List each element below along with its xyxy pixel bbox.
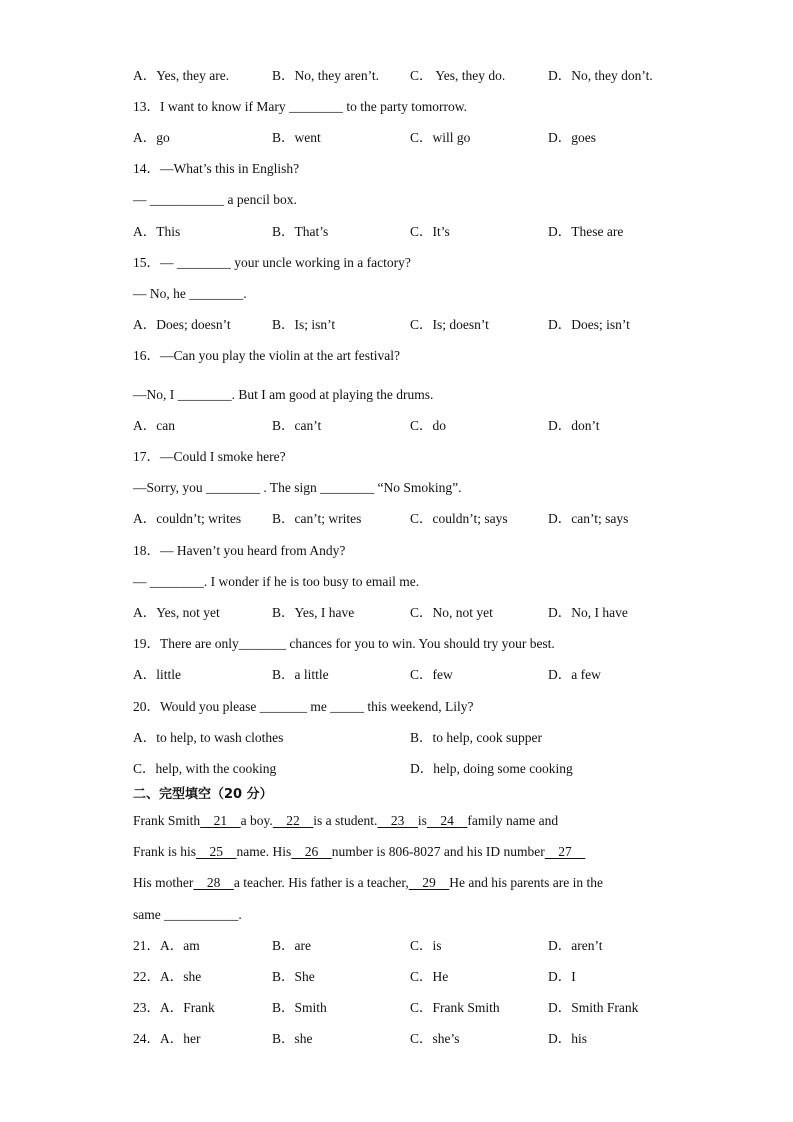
- q22-option-a: 22．A．she: [133, 969, 202, 984]
- blank-21: 21: [200, 813, 241, 828]
- q19-option-d: D．a few: [548, 667, 601, 682]
- cloze-line-2: Frank is his 25 name. His 26 number is 806-8027 and his ID number 27: [133, 844, 586, 859]
- q24-options: [0, 1029, 793, 1049]
- q17-option-c: C．couldn’t; says: [410, 511, 508, 526]
- blank-29: 29: [408, 875, 450, 890]
- q16-options: [0, 416, 793, 436]
- q15-stem: 15．— ________ your uncle working in a factory?: [133, 255, 411, 270]
- q16-option-d: D．don’t: [548, 418, 600, 433]
- q20-options-row2: [0, 759, 793, 779]
- q19-option-b: B．a little: [272, 667, 329, 682]
- q16-option-c: C．do: [410, 418, 447, 433]
- q20-options-row1: [0, 728, 793, 748]
- blank-24: 24: [426, 813, 468, 828]
- blank-25: 25: [196, 844, 237, 859]
- q14-options: [0, 222, 793, 242]
- q20-option-a: A．to help, to wash clothes: [133, 730, 284, 745]
- q23-option-b: B．Smith: [272, 1000, 327, 1015]
- q24-option-a: 24．A．her: [133, 1031, 201, 1046]
- blank-27: 27: [544, 844, 586, 859]
- q18-option-b: B．Yes, I have: [272, 605, 355, 620]
- q18-response: — ________. I wonder if he is too busy to email me.: [133, 574, 420, 589]
- q18-stem: 18．— Haven’t you heard from Andy?: [133, 543, 346, 558]
- q12-option-d: D．No, they don’t.: [548, 68, 653, 83]
- blank-22: 22: [272, 813, 314, 828]
- q16-option-b: B．can’t: [272, 418, 322, 433]
- q13-stem: 13．I want to know if Mary ________ to the party tomorrow.: [133, 99, 467, 114]
- q17-stem: 17．—Could I smoke here?: [133, 449, 286, 464]
- q12-options: [0, 66, 793, 86]
- q24-option-d: D．his: [548, 1031, 588, 1046]
- q23-option-c: C．Frank Smith: [410, 1000, 500, 1015]
- cloze-line-3: His mother 28 a teacher. His father is a teacher, 29 He and his parents are in the: [133, 875, 603, 890]
- q20-option-d: D．help, doing some cooking: [410, 761, 573, 776]
- q16-stem: 16．—Can you play the violin at the art festival?: [133, 348, 400, 363]
- q13-options: [0, 128, 793, 148]
- cloze-line-4: same ___________.: [133, 907, 242, 922]
- q23-option-d: D．Smith Frank: [548, 1000, 639, 1015]
- q19-option-a: A．little: [133, 667, 181, 682]
- q15-option-a: A．Does; doesn’t: [133, 317, 231, 332]
- q15-options: [0, 315, 793, 335]
- q24-option-c: C．she’s: [410, 1031, 460, 1046]
- blank-26: 26: [291, 844, 332, 859]
- q15-option-d: D．Does; isn’t: [548, 317, 630, 332]
- q22-option-c: C．He: [410, 969, 449, 984]
- q15-option-b: B．Is; isn’t: [272, 317, 336, 332]
- q22-option-b: B．She: [272, 969, 315, 984]
- q17-options: [0, 509, 793, 529]
- q14-option-b: B．That’s: [272, 224, 329, 239]
- q17-option-b: B．can’t; writes: [272, 511, 362, 526]
- q14-option-d: D．These are: [548, 224, 624, 239]
- q19-options: [0, 665, 793, 685]
- q13-option-c: C．will go: [410, 130, 471, 145]
- q12-option-a: A．Yes, they are.: [133, 68, 230, 83]
- q17-option-a: A．couldn’t; writes: [133, 511, 242, 526]
- q13-option-a: A．go: [133, 130, 170, 145]
- q19-option-c: C．few: [410, 667, 453, 682]
- blank-28: 28: [193, 875, 234, 890]
- q16-response: —No, I ________. But I am good at playing the drums.: [133, 387, 434, 402]
- section-heading-cloze: 二、完型填空（20 分）: [133, 787, 273, 802]
- q21-options: [0, 936, 793, 956]
- q23-options: [0, 998, 793, 1018]
- q15-option-c: C．Is; doesn’t: [410, 317, 489, 332]
- q21-option-a: 21．A．am: [133, 938, 200, 953]
- q17-option-d: D．can’t; says: [548, 511, 629, 526]
- q12-option-b: B．No, they aren’t.: [272, 68, 379, 83]
- q13-option-b: B．went: [272, 130, 321, 145]
- q14-response: — ___________ a pencil box.: [133, 192, 297, 207]
- q20-option-b: B．to help, cook supper: [410, 730, 542, 745]
- q15-response: — No, he ________.: [133, 286, 247, 301]
- q18-option-d: D．No, I have: [548, 605, 628, 620]
- q22-options: [0, 967, 793, 987]
- q22-option-d: D．I: [548, 969, 576, 984]
- q17-response: —Sorry, you ________ . The sign ________ “No Smoking”.: [133, 480, 462, 495]
- cloze-line-1: Frank Smith 21 a boy. 22 is a student. 23 is 24 family name and: [133, 813, 559, 828]
- q18-option-a: A．Yes, not yet: [133, 605, 220, 620]
- q21-option-c: C．is: [410, 938, 442, 953]
- q13-option-d: D．goes: [548, 130, 596, 145]
- q16-option-a: A．can: [133, 418, 175, 433]
- q18-options: [0, 603, 793, 623]
- q21-option-d: D．aren’t: [548, 938, 603, 953]
- q18-option-c: C．No, not yet: [410, 605, 493, 620]
- q19-stem: 19．There are only_______ chances for you to win. You should try your best.: [133, 636, 555, 651]
- q14-option-c: C．It’s: [410, 224, 450, 239]
- q23-option-a: 23．A．Frank: [133, 1000, 215, 1015]
- q21-option-b: B．are: [272, 938, 311, 953]
- q20-option-c: C．help, with the cooking: [133, 761, 277, 776]
- q20-stem: 20．Would you please _______ me _____ this weekend, Lily?: [133, 699, 474, 714]
- q14-option-a: A．This: [133, 224, 181, 239]
- q12-option-c: C． Yes, they do.: [410, 68, 506, 83]
- blank-23: 23: [377, 813, 418, 828]
- q24-option-b: B．she: [272, 1031, 313, 1046]
- q14-stem: 14．—What’s this in English?: [133, 161, 300, 176]
